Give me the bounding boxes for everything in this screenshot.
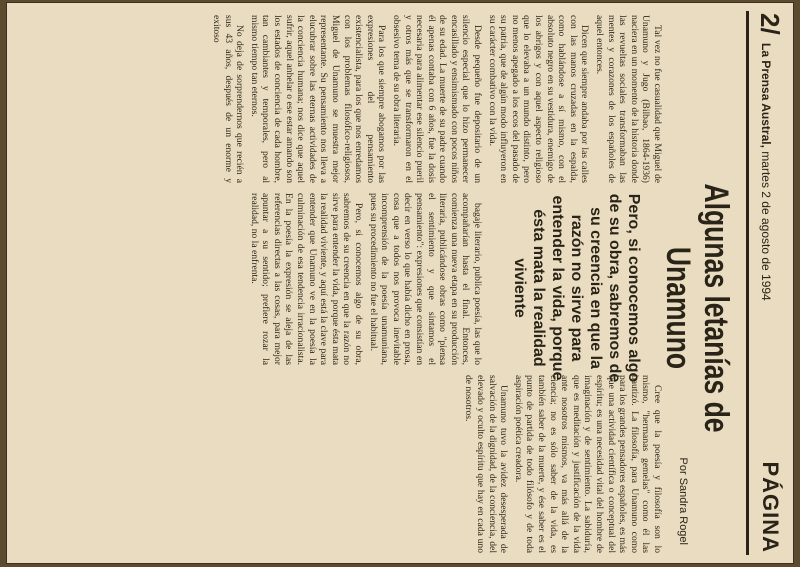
paragraph: Desde pequeño fue depositario de un silencio especial que lo hizo permanecer encasillado y ensimismado con pocos niños de su edad. La muerte de su padre cuando él apenas contaba con 6 años, fue la dosis necesaria para alimentar ese silencio pueril y otros más que se transformaron en el obsesivo tema de su obra literaria. [390, 15, 484, 183]
article-column-1 [207, 15, 663, 183]
paragraph: Cree que la poesía y filosofía son lo mismo, "hermanas gemelas" como él las bautizó. La filosofía, para Unamuno como para los grandes pensadores españoles, es más que una actividad científica o conceptual del espíritu; es una necesidad vital del hombre de imaginación y de sentimiento. La sabiduría, que es meditación y justificación de la vida ante nosotros mismos, va más allá de la ciencia; no es sólo saber de la vida, es también saber de la muerte, y ése saber es el punto de partida de todo filósofo y de toda aspiración poética creadora. [512, 375, 663, 553]
paragraph: bagaje literario, publica poesía, las que lo acompañarían hasta el final. Entonces, comienza una nueva etapa en su producción literaria, publicándose obras como "piensa el sentimiento y que sintamos el pensamiento": expresiones que consistían en decir en verso lo que había dicho en prosa, cosa que a todos nos provoca inevitable incomprensión de la poesía unamuniana, pues su procedimiento no fue el habitual. [367, 193, 483, 365]
publication-name: La Prensa Austral, [759, 43, 773, 148]
header-rule [746, 11, 749, 555]
publication-date: martes 2 de agosto de 1994 [759, 151, 773, 301]
paragraph: Unamuno tuvo la avidez desesperada de salvación de la dignidad, de la conciencia, del elevado y oculto espíritu que hay en cada uno de nosotros. [463, 375, 510, 553]
article-byline: Por Sandra Rogel [677, 457, 689, 545]
publication-line [759, 43, 773, 301]
pull-quote: Pero, si conocemos algo de su obra, sabremos de su creencia en que la razón no sirve para entender la vida, porque ésta mata la realidad viviente [511, 193, 642, 383]
article-column-3 [460, 375, 663, 553]
paragraph: Tal vez no fue casualidad que Miguel de Unamuno y Jugo (Bilbao, 1864-1936) naciera en un momento de la historia donde las revueltas sociales transformaban las mentes y corazones de los españoles de aquel entonces. [594, 15, 663, 183]
section-label: PÁGINA [758, 461, 783, 553]
paragraph: Dicen que siempre andaba por las calles con las manos cruzadas en la espalda, como hablándose a sí mismo, con el absoluto negro en su vestidura, enemigo de los abrigos y con aquel aspecto religioso que lo elevaba a un mundo distinto, pero no menos apegado a los ecos del pasado de su patria, que de algún modo influyeron en su carácter combativo con la vida. [486, 15, 591, 183]
article-title: Algunas letanías de Unamuno [659, 183, 735, 433]
paragraph: Pero, si conocemos algo de su obra, sabremos de su creencia en que la razón no sirve para entender la vida, porque ésta mata la realidad viviente, y aquí está la clave para entender que Unamuno ve en la poesía la culminación de esa tendencia irracionalista. En la poesía la expresión se aleja de las referencias directas a las cosas, para mejor apuntar a su sentido; prefiere rozar la realidad, no la enfrenta. [248, 193, 365, 365]
paragraph: Para los que siempre abogamos por las expresiones del pensamiento existencialista, para los que nos enredamos con los problemas filosófico-religiosos, Miguel de Unamuno se muestra mejor representante. Su pensamiento nos lleva a elucubrar sobre las eternas actividades de la conciencia humana; nos dice que aquel sufrir, aquel anhelar o ese estar amando son los estados de conciencia de cada hombre, tan cambiantes y temporales, pero al mismo tiempo tan eternos. [248, 15, 388, 183]
paragraph: No deja de sorprendernos que recién a sus 43 años, después de un enorme y exitoso [211, 15, 246, 183]
page-header [745, 3, 793, 563]
newspaper-page [7, 3, 793, 563]
page-number: 2/ [755, 13, 785, 35]
